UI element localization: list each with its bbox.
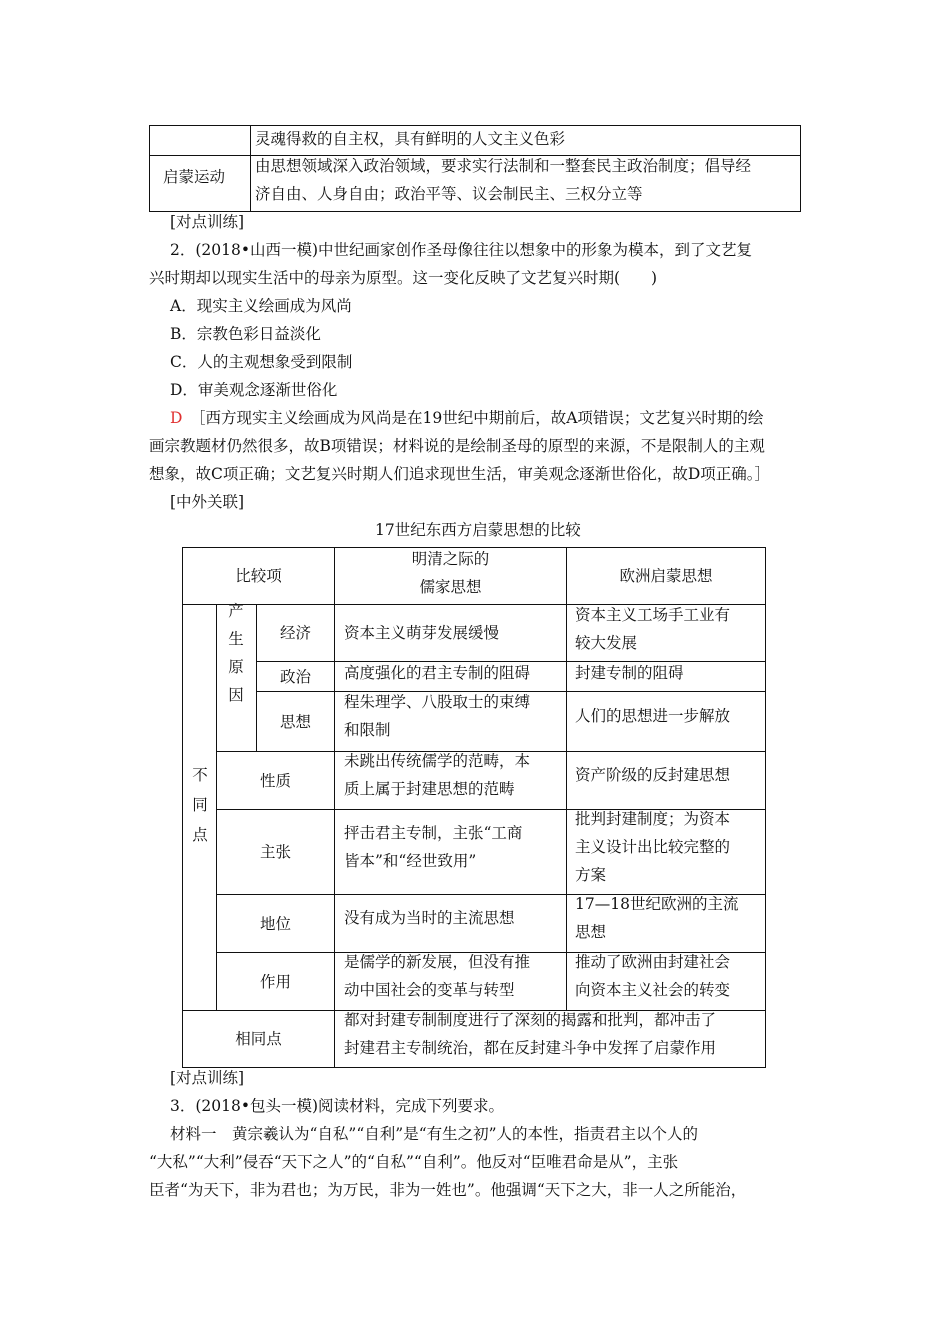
row-claim-label: 主张: [259, 843, 291, 861]
question-3-line1: 3．(2018•包头一模)阅读材料，完成下列要求。: [170, 1097, 505, 1115]
row-role-label: 作用: [259, 972, 291, 991]
diff-char: 点: [192, 826, 208, 844]
table-title: 17世纪东西方启蒙思想的比较: [375, 521, 581, 539]
question-2-line1: 2．(2018•山西一模)中世纪画家创作圣母像往往以想象中的形象为模本，到了文艺复: [170, 241, 753, 259]
diff-label: [190, 760, 210, 850]
section-label: [对点训练]: [170, 1069, 245, 1087]
row-same-line2: 封建君主专制统治，都在反封建斗争中发挥了启蒙作用: [344, 1039, 717, 1057]
table-border: [149, 211, 801, 212]
table-border: [182, 547, 183, 1068]
explanation-line2: 画宗教题材仍然很多，故B项错误；材料说的是绘制圣母的原型的来源，不是限制人的主观: [149, 437, 765, 455]
option-d: D．审美观念逐渐世俗化: [170, 381, 338, 399]
row-claim-china-line1: 抨击君主专制，主张“工商: [344, 824, 523, 842]
section-label: [中外关联]: [170, 493, 245, 511]
table-border: [250, 125, 251, 212]
row-thought-europe: 人们的思想进一步解放: [575, 707, 731, 725]
row-status-europe-line1: 17—18世纪欧洲的主流: [575, 895, 739, 913]
header-europe: 欧洲启蒙思想: [619, 567, 713, 585]
material-1-line3: 臣者“为天下，非为君也；为万民，非为一姓也”。他强调“天下之大，非一人之所能治，: [149, 1181, 747, 1199]
material-1-line2: “大私”“大利”侵吞“天下之人”的“自私”“自利”。他反对“臣唯君命是从”，主张: [149, 1153, 679, 1171]
top-table-row2-right-line1: 由思想领域深入政治领域，要求实行法制和一整套民主政治制度；倡导经: [255, 157, 752, 175]
row-nature-china-line1: 未跳出传统儒学的范畴，本: [344, 752, 531, 770]
top-table-row2-right-line2: 济自由、人身自由；政治平等、议会制民主、三权分立等: [255, 185, 643, 203]
row-role-china-line1: 是儒学的新发展，但没有推: [344, 953, 531, 971]
top-table-row2-left: 启蒙运动: [163, 168, 226, 186]
row-status-europe-line2: 思想: [575, 923, 607, 941]
option-b: B．宗教色彩日益淡化: [170, 325, 321, 343]
cause-char: 原: [228, 658, 244, 676]
table-border: [566, 547, 567, 1010]
table-border: [182, 1067, 766, 1068]
row-thought-china-line1: 程朱理学、八股取士的束缚: [344, 693, 531, 711]
cause-label: [226, 597, 246, 709]
answer-letter: D: [170, 409, 183, 427]
row-claim-europe-line3: 方案: [575, 866, 607, 884]
row-claim-europe-line1: 批判封建制度；为资本: [575, 810, 731, 828]
table-border: [800, 125, 801, 212]
explanation-line3: 想象，故C项正确；文艺复兴时期人们追求现世生活，审美观念逐渐世俗化，故D项正确。］: [149, 465, 771, 483]
cause-char: 生: [228, 630, 244, 648]
row-nature-europe: 资产阶级的反封建思想: [575, 766, 731, 784]
table-border: [149, 125, 150, 212]
cause-char: 因: [228, 686, 244, 704]
row-nature-china-line2: 质上属于封建思想的范畴: [344, 780, 515, 798]
row-same-label: 相同点: [235, 1030, 282, 1048]
row-role-europe-line1: 推动了欧洲由封建社会: [575, 953, 731, 971]
row-same-line1: 都对封建专制制度进行了深刻的揭露和批判，都冲击了: [344, 1011, 717, 1029]
comparison-table: [182, 547, 766, 1068]
row-economy-europe-line2: 较大发展: [575, 634, 638, 652]
diff-char: 同: [192, 796, 208, 814]
question-2-line2: 兴时期却以现实生活中的母亲为原型。这一变化反映了文艺复兴时期( ): [149, 269, 658, 287]
option-c: C．人的主观想象受到限制: [170, 353, 353, 371]
header-compare-item: 比较项: [235, 567, 282, 585]
top-table: [149, 125, 801, 212]
row-thought-label: 思想: [279, 712, 311, 731]
row-status-label: 地位: [259, 914, 291, 933]
table-border: [765, 547, 766, 1068]
row-economy-china: 资本主义萌芽发展缓慢: [344, 624, 500, 642]
row-politics-europe: 封建专制的阻碍: [575, 664, 684, 682]
row-nature-label: 性质: [259, 771, 291, 790]
option-a: A．现实主义绘画成为风尚: [170, 297, 352, 315]
row-claim-europe-line2: 主义设计出比较完整的: [575, 838, 731, 856]
row-economy-label: 经济: [279, 624, 311, 642]
cause-char: 产: [228, 602, 244, 620]
material-1-line1: 材料一 黄宗羲认为“自私”“自利”是“有生之初”人的本性，指责君主以个人的: [170, 1125, 699, 1143]
row-economy-europe-line1: 资本主义工场手工业有: [575, 606, 731, 624]
section-label: [对点训练]: [170, 213, 245, 231]
row-claim-china-line2: 皆本”和“经世致用”: [344, 852, 477, 870]
row-politics-label: 政治: [279, 667, 311, 686]
diff-char: 不: [192, 766, 208, 784]
row-role-china-line2: 动中国社会的变革与转型: [344, 981, 515, 999]
table-border: [334, 547, 335, 1068]
header-china-line2: 儒家思想: [419, 578, 482, 596]
row-thought-china-line2: 和限制: [344, 721, 391, 739]
row-status-china: 没有成为当时的主流思想: [344, 909, 515, 927]
top-table-row1-right: 灵魂得救的自主权，具有鲜明的人文主义色彩: [255, 130, 566, 148]
explanation-line1: ［西方现实主义绘画成为风尚是在19世纪中期前后，故A项错误；文艺复兴时期的绘: [190, 409, 764, 427]
row-role-europe-line2: 向资本主义社会的转变: [575, 981, 731, 999]
row-politics-china: 高度强化的君主专制的阻碍: [344, 664, 531, 682]
header-china-line1: 明清之际的: [411, 550, 490, 568]
